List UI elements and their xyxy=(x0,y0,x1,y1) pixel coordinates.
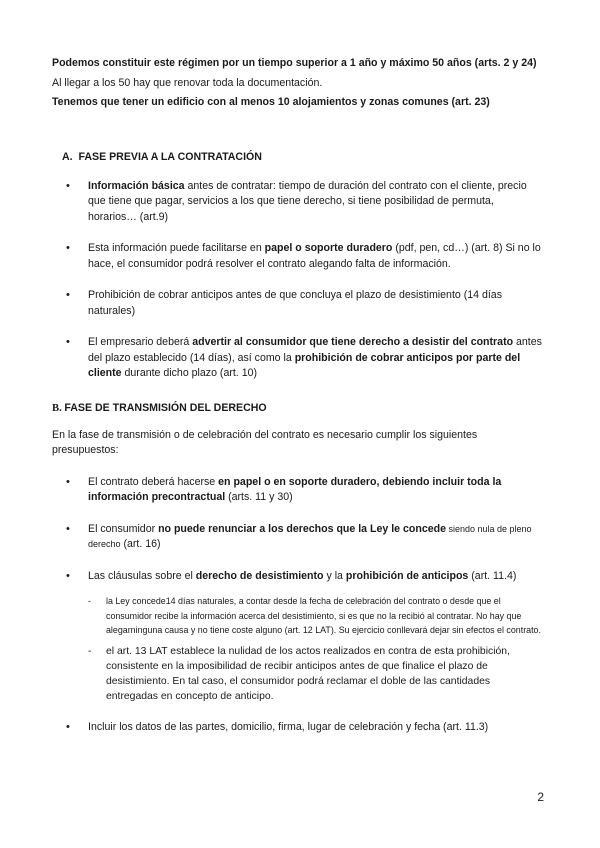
intro-line-3: Tenemos que tener un edificio con al menos 10 alojamientos y zonas comunes (art. 23) xyxy=(52,96,490,108)
list-item: • Información básica antes de contratar: tiempo de duración del contrato con el cliente, precio que tiene que pagar, servicios a los que tiene derecho, si tiene posibilidad de permuta, horarios… (art.9) xyxy=(52,179,542,226)
sub-list xyxy=(88,594,542,704)
list-item: • Esta información puede facilitarse en papel o soporte duradero (pdf, pen, cd…) (art. 8) Si no lo hace, el consumidor podrá resolver el contrato alegando falta de información. xyxy=(52,241,542,272)
section-a-letter: A. xyxy=(62,150,73,163)
list-item: • El contrato deberá hacerse en papel o en soporte duradero, debiendo incluir toda la información precontractual (arts. 11 y 30) xyxy=(52,475,542,506)
intro-line-2: Al llegar a los 50 hay que renovar toda la documentación. xyxy=(52,76,323,89)
section-b-letter: B. xyxy=(52,402,62,414)
section-b-list xyxy=(52,475,542,736)
section-b-heading xyxy=(52,402,542,414)
intro-line-1: Podemos constituir este régimen por un tiempo superior a 1 año y máximo 50 años (arts. 2 y 24) xyxy=(52,57,537,69)
section-a-heading xyxy=(52,151,542,163)
list-item: • El empresario deberá advertir al consumidor que tiene derecho a desistir del contrato antes del plazo establecido (14 días), así como la prohibición de cobrar anticipos por parte del cliente durante dicho plazo (art. 10) xyxy=(52,335,542,382)
section-a-title: FASE PREVIA A LA CONTRATACIÓN xyxy=(78,150,262,163)
section-a-list xyxy=(52,179,542,382)
sub-list-item: - el art. 13 LAT establece la nulidad de los actos realizados en contra de esta prohibición, consistente en la imposibilidad de recibir anticipos antes de que finalice el plazo de desistimiento. En tal caso, el consumidor podrá reclamar el doble de las cantidades entregadas en concepto de anticipo. xyxy=(88,644,542,704)
page-number: 2 xyxy=(537,790,544,804)
sub-list-item: - la Ley concede14 días naturales, a contar desde la fecha de celebración del contrato o desde que el consumidor recibe la información acerca del desistimiento, si es que no la recibió al contratar. No hay que alegarninguna causa y no tiene coste alguno (art. 12 LAT). Su ejercicio conllevará dejar sin efectos el contrato. xyxy=(88,594,542,638)
section-b-intro: En la fase de transmisión o de celebración del contrato es necesario cumplir los siguientes presupuestos: xyxy=(52,428,478,456)
section-b-title: FASE DE TRANSMISIÓN DEL DERECHO xyxy=(64,401,267,414)
list-item: • Prohibición de cobrar anticipos antes de que concluya el plazo de desistimiento (14 días naturales) xyxy=(52,288,542,319)
list-item: • El consumidor no puede renunciar a los derechos que la Ley le concede siendo nula de pleno derecho (art. 16) xyxy=(52,522,542,553)
list-item: • Incluir los datos de las partes, domicilio, firma, lugar de celebración y fecha (art. 11.3) xyxy=(52,720,542,736)
list-item: • Las cláusulas sobre el derecho de desistimiento y la prohibición de anticipos (art. 11.4) - la Ley concede14 días naturales, a contar desde la fecha de celebración del contrato o desde que el consumidor recibe la información acerca del desistimiento, si es que no la recibió al contratar. No hay que alegarninguna causa y no tiene coste alguno (art. 12 LAT). Su ejercicio conllevará dejar sin efectos el contrato. - el art. 13 LAT establece la nulidad de los actos realizados en contra de esta prohibición, consistente en la imposibilidad de recibir anticipos antes de que finalice el plazo de desistimiento. En tal caso, el consumidor podrá reclamar el doble de las cantidades entregadas en concepto de anticipo. xyxy=(52,569,542,704)
